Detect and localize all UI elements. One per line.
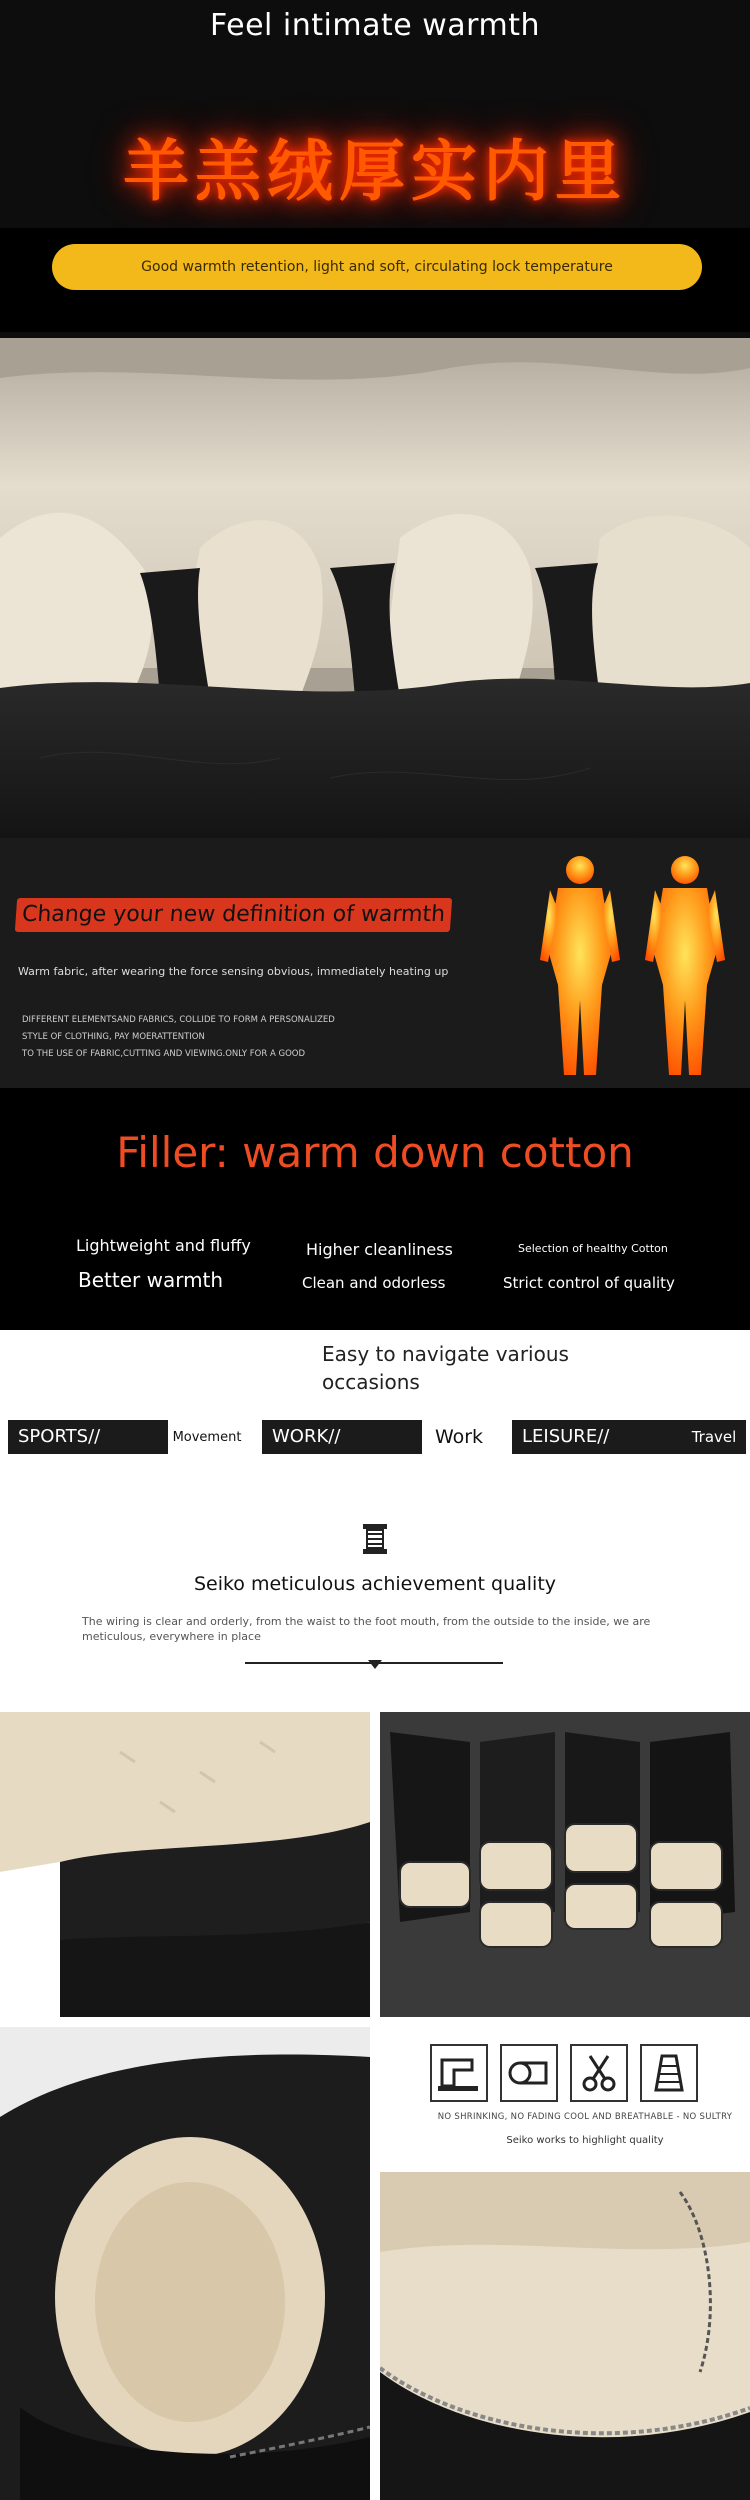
thermal-description <box>22 1012 352 1063</box>
fleece-fold-photo <box>0 338 750 838</box>
cuff-detail-illustration <box>0 2027 370 2500</box>
occasion-label: LEISURE// <box>522 1426 610 1447</box>
thermal-subline: Warm fabric, after wearing the force sensing obvious, immediately heating up <box>18 965 449 978</box>
rolled-pants-illustration <box>380 1712 750 2017</box>
care-quality-text: Seiko works to highlight quality <box>506 2135 664 2146</box>
seiko-title: Seiko meticulous achievement quality <box>193 1573 557 1595</box>
thermal-desc-line-1: DIFFERENT ELEMENTSAND FABRICS, COLLIDE TO FORM A PERSONALIZED <box>22 1015 335 1025</box>
feature-warmth: Better warmth <box>78 1268 224 1292</box>
filler-title: Filler: warm down cotton <box>116 1128 634 1177</box>
occasions-title: Easy to navigate various occasions <box>322 1342 569 1394</box>
scissors-icon <box>570 2044 628 2102</box>
thermal-desc-line-2: STYLE OF CLOTHING, PAY MOERATTENTION <box>22 1032 205 1042</box>
care-features-text: NO SHRINKING, NO FADING COOL AND BREATHABLE - NO SULTRY <box>437 2112 733 2122</box>
occasion-work <box>262 1420 496 1454</box>
photo-stacked-fleece <box>0 1712 370 2017</box>
occasion-leisure <box>512 1420 746 1454</box>
down-arrow-icon <box>368 1660 382 1669</box>
inner-fleece-illustration <box>380 2172 750 2500</box>
seiko-description: The wiring is clear and orderly, from the waist to the foot mouth, from the outside to the inside, we are meticulous, everywhere in place <box>82 1615 651 1643</box>
stacked-fleece-illustration <box>0 1712 370 2017</box>
thermal-desc-line-3: TO THE USE OF FABRIC,CUTTING AND VIEWING.ONLY FOR A GOOD <box>22 1049 305 1059</box>
occasion-tag: Movement <box>168 1420 246 1454</box>
occasion-sports <box>8 1420 246 1454</box>
photo-cuff-detail <box>0 2027 370 2500</box>
hero-chinese-headline: 羊羔绒厚实内里 <box>123 133 627 210</box>
feature-lightweight: Lightweight and fluffy <box>76 1236 251 1255</box>
hero-pill: Good warmth retention, light and soft, circulating lock temperature <box>52 244 702 290</box>
fabric-roll-icon <box>500 2044 558 2102</box>
thermal-headline: Change your new definition of warmth <box>15 898 452 932</box>
filler-section <box>0 1088 750 1330</box>
thermal-body-illustration <box>530 850 740 1090</box>
feature-odorless: Clean and odorless <box>302 1274 446 1292</box>
feature-cleanliness: Higher cleanliness <box>306 1240 453 1259</box>
occasion-label: SPORTS// <box>18 1426 101 1447</box>
occasion-label: WORK// <box>272 1426 341 1447</box>
occasion-tag: Work <box>422 1420 496 1454</box>
hero-title: Feel intimate warmth <box>210 8 540 43</box>
thread-spool-icon <box>640 2044 698 2102</box>
feature-quality-control: Strict control of quality <box>503 1274 675 1292</box>
photo-inner-fleece <box>380 2172 750 2500</box>
photo-rolled-pants <box>380 1712 750 2017</box>
spool-icon <box>360 1522 390 1556</box>
feature-healthy-cotton: Selection of healthy Cotton <box>518 1242 668 1255</box>
sewing-machine-icon <box>430 2044 488 2102</box>
occasion-tag: Travel <box>682 1420 746 1454</box>
fleece-fold-illustration <box>0 338 750 838</box>
